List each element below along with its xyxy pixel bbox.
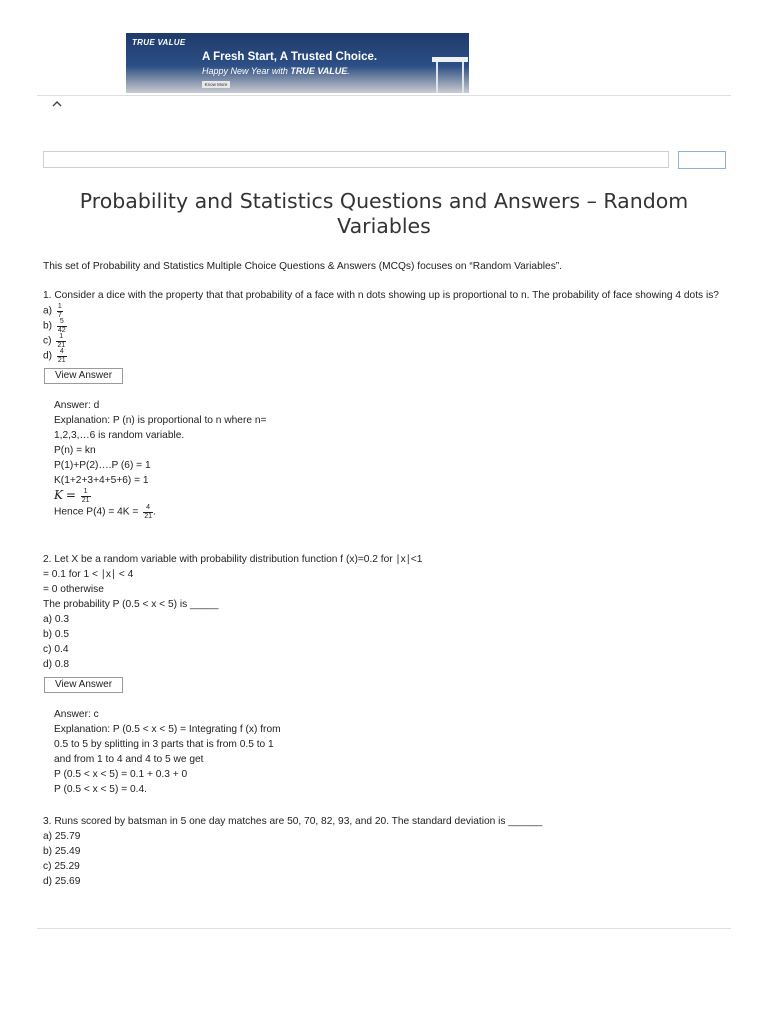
question-3-option-b: b) 25.49 (43, 846, 81, 858)
fraction: $\frac{1}{21}$ (57, 333, 66, 349)
fraction: $\frac{1}{21}$ (81, 488, 90, 504)
answer-1-block (54, 398, 733, 520)
question-2-line: = 0.1 for 1 < ∣x∣ < 4 (43, 569, 134, 581)
explanation-line: P(n) = kn (54, 445, 96, 456)
question-2-option-b: b) 0.5 (43, 629, 70, 641)
explanation-line: 0.5 to 5 by splitting in 3 parts that is from 0.5 to 1 (54, 739, 274, 751)
fraction: $\frac{1}{7}$ (57, 303, 62, 319)
divider-top (37, 95, 731, 96)
chevron-up-icon[interactable] (50, 97, 64, 111)
article-body (43, 259, 733, 889)
divider-bottom (37, 928, 731, 929)
question-2-option-d: d) 0.8 (43, 659, 70, 671)
question-2-option-c: c) 0.4 (43, 644, 69, 656)
page-title: Probability and Statistics Questions and Answers – Random Variables (79, 189, 689, 238)
intro-text: This set of Probability and Statistics Multiple Choice Questions & Answers (MCQs) focuses on “Random Variables”. (43, 261, 563, 272)
question-3-option-c: c) 25.29 (43, 861, 80, 873)
explanation-line: Explanation: P (0.5 < x < 5) = Integrating f (x) from (54, 724, 281, 736)
answer-1-label: Answer: d (54, 400, 100, 411)
answer-2-label: Answer: c (54, 709, 99, 721)
answer-2-block (54, 707, 733, 797)
explanation-line: P(1)+P(2)….P (6) = 1 (54, 460, 151, 471)
ad-canopy-image (432, 57, 468, 93)
question-2-line: = 0 otherwise (43, 584, 104, 596)
explanation-k-equation: K = $\frac{1}{21}$ (54, 488, 90, 504)
question-1-option-c: c) $\frac{1}{21}$ (43, 333, 66, 349)
ad-brand-logo: TRUE VALUE (132, 38, 186, 47)
explanation-conclusion: Hence P(4) = 4K = $\frac{4}{21}$ . (54, 504, 156, 520)
explanation-line: P (0.5 < x < 5) = 0.1 + 0.3 + 0 (54, 769, 188, 781)
view-answer-button-1[interactable]: View Answer (44, 368, 123, 384)
question-1-option-a: a) $\frac{1}{7}$ (43, 303, 62, 319)
explanation-line: K(1+2+3+4+5+6) = 1 (54, 475, 149, 486)
advertisement-banner[interactable] (126, 33, 469, 93)
search-input[interactable] (43, 151, 669, 168)
search-button[interactable] (678, 151, 726, 169)
explanation-line: 1,2,3,…6 is random variable. (54, 430, 185, 441)
ad-subline: Happy New Year with TRUE VALUE. (202, 66, 350, 76)
fraction: $\frac{4}{21}$ (144, 504, 153, 520)
ad-headline: A Fresh Start, A Trusted Choice. (202, 51, 378, 63)
question-2-line: The probability P (0.5 < x < 5) is _____ (43, 599, 219, 611)
question-3-option-d: d) 25.69 (43, 876, 81, 888)
question-1-text: 1. Consider a dice with the property that that probability of a face with n dots showing up is proportional to n. The probability of face showing 4 dots is? (43, 290, 719, 301)
explanation-line: P (0.5 < x < 5) = 0.4. (54, 784, 147, 796)
ad-know-more-button[interactable]: Know More (202, 81, 230, 88)
question-3-option-a: a) 25.79 (43, 831, 81, 843)
explanation-line: and from 1 to 4 and 4 to 5 we get (54, 754, 204, 766)
question-2-line: 2. Let X be a random variable with probability distribution function f (x)=0.2 for ∣x∣<1 (43, 554, 423, 566)
fraction: $\frac{4}{21}$ (57, 348, 66, 364)
view-answer-button-2[interactable]: View Answer (44, 677, 123, 693)
fraction: $\frac{5}{42}$ (57, 318, 66, 334)
question-2-option-a: a) 0.3 (43, 614, 70, 626)
question-1-option-b: b) $\frac{5}{42}$ (43, 318, 66, 334)
question-3-text: 3. Runs scored by batsman in 5 one day matches are 50, 70, 82, 93, and 20. The standard deviation is ______ (43, 816, 543, 828)
explanation-line: Explanation: P (n) is proportional to n where n= (54, 415, 267, 426)
question-1-option-d: d) $\frac{4}{21}$ (43, 348, 66, 364)
